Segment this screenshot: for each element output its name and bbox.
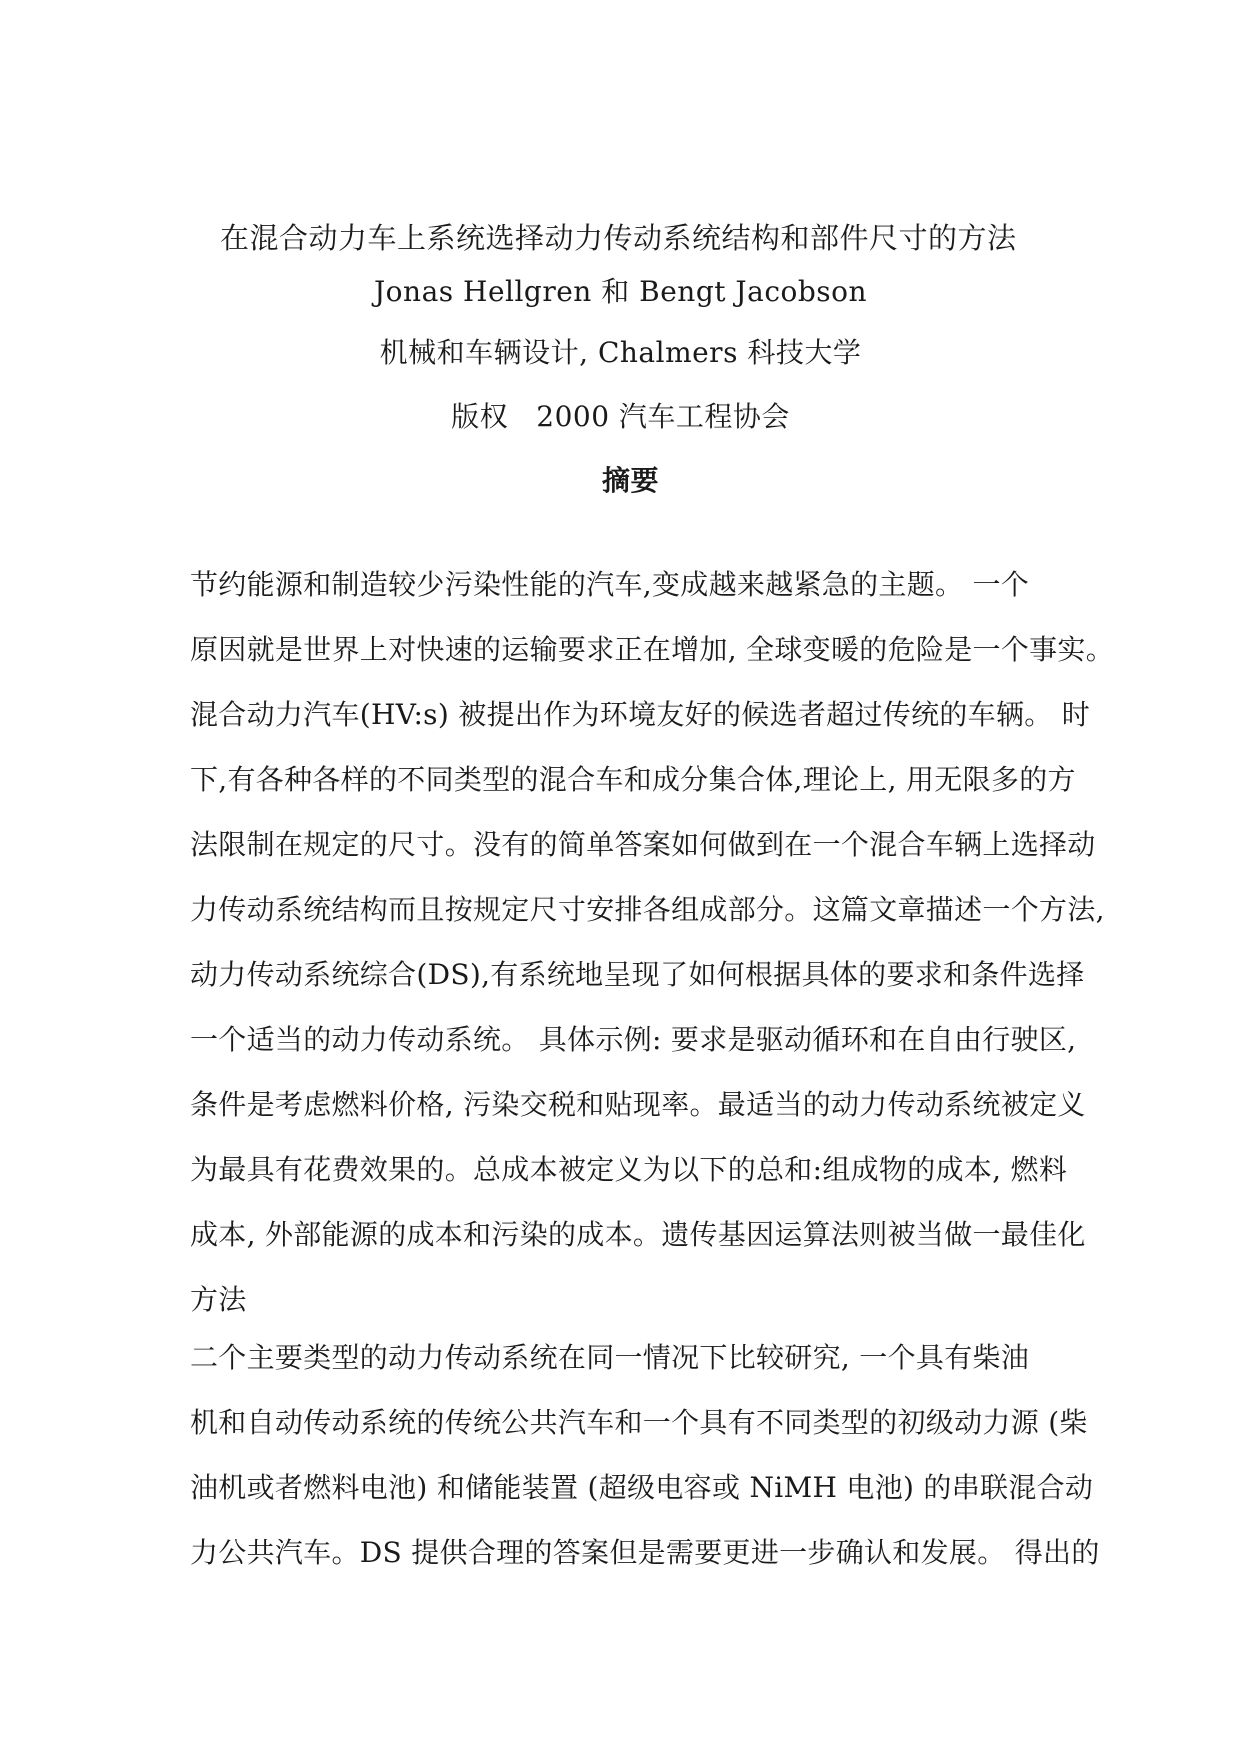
text-line: 混合动力汽车(HV:s) 被提出作为环境友好的候选者超过传统的车辆。 时 [190,698,1091,731]
abstract-heading: 摘要 [601,464,659,497]
text-line: 一个适当的动力传动系统。 具体示例: 要求是驱动循环和在自由行驶区, [190,1023,1077,1056]
text-line: 动力传动系统综合(DS),有系统地呈现了如何根据具体的要求和条件选择 [190,958,1085,991]
text-line: 机和自动传动系统的传统公共汽车和一个具有不同类型的初级动力源 (柴 [190,1406,1088,1439]
text-line: 油机或者燃料电池) 和储能装置 (超级电容或 NiMH 电池) 的串联混合动 [190,1471,1094,1504]
text-line: 力传动系统结构而且按规定尺寸安排各组成部分。这篇文章描述一个方法, [190,893,1105,926]
abstract-paragraph-2 [190,1325,1120,1585]
text-line: 方法 [190,1283,247,1316]
text-line: 条件是考虑燃料价格, 污染交税和贴现率。最适当的动力传动系统被定义 [190,1088,1086,1121]
text-line: 原因就是世界上对快速的运输要求正在增加, 全球变暖的危险是一个事实。 [190,633,1115,666]
text-line: 成本, 外部能源的成本和污染的成本。遗传基因运算法则被当做一最佳化 [190,1218,1086,1251]
affiliation-line: 机械和车辆设计, Chalmers 科技大学 [379,336,862,369]
text-line: 法限制在规定的尺寸。没有的简单答案如何做到在一个混合车辆上选择动 [190,828,1096,861]
copyright-line: 版权 2000 汽车工程协会 [451,400,790,433]
text-line: 下,有各种各样的不同类型的混合车和成分集合体,理论上, 用无限多的方 [190,763,1076,796]
abstract-paragraph-1 [190,552,1120,1332]
text-line: 力公共汽车。DS 提供合理的答案但是需要更进一步确认和发展。 得出的 [190,1536,1100,1569]
text-line: 为最具有花费效果的。总成本被定义为以下的总和:组成物的成本, 燃料 [190,1153,1068,1186]
text-line: 节约能源和制造较少污染性能的汽车,变成越来越紧急的主题。 一个 [190,568,1030,601]
paper-title: 在混合动力车上系统选择动力传动系统结构和部件尺寸的方法 [220,221,1017,255]
author-line: Jonas Hellgren 和 Bengt Jacobson [373,275,868,308]
text-line: 二个主要类型的动力传动系统在同一情况下比较研究, 一个具有柴油 [190,1341,1030,1374]
